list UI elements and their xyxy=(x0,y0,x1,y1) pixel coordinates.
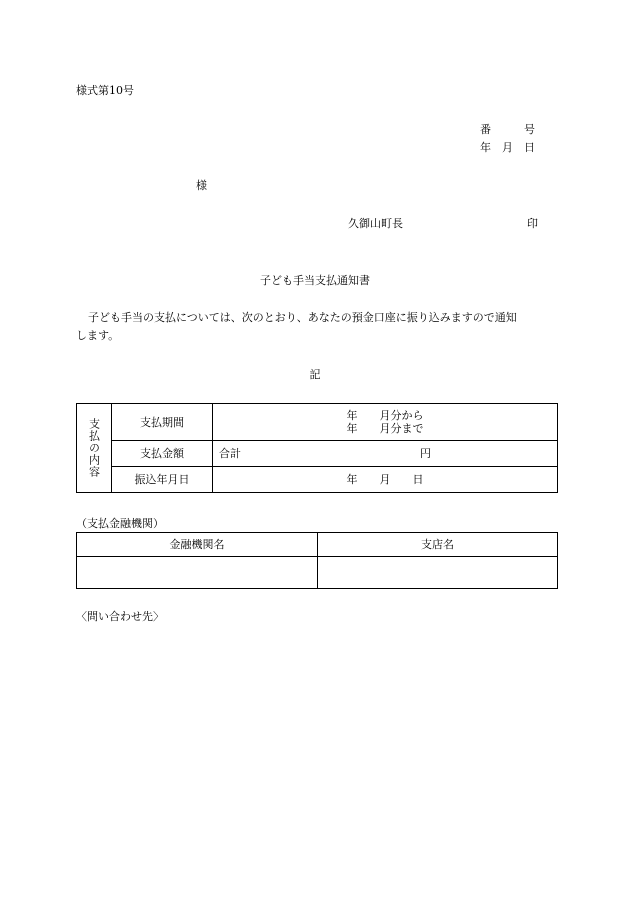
bank-section-heading: （支払金融機関） xyxy=(76,517,164,530)
record-mark: 記 xyxy=(309,368,321,381)
issuer-name: 久御山町長 xyxy=(348,217,403,230)
inquiry-heading: 〈問い合わせ先〉 xyxy=(76,610,164,623)
amount-unit: 円 xyxy=(420,447,431,460)
bank-name-cell[interactable] xyxy=(77,557,318,589)
payment-table xyxy=(76,403,558,493)
amount-value-cell xyxy=(213,441,558,467)
document-title: 子ども手当支払通知書 xyxy=(260,274,370,287)
branch-name-header: 支店名 xyxy=(318,533,558,557)
form-number: 様式第10号 xyxy=(76,84,134,97)
branch-name-cell[interactable] xyxy=(318,557,558,589)
payment-content-label: 支払の内容 xyxy=(87,418,101,478)
body-text-line1: 子ども手当の支払については、次のとおり、あなたの預金口座に振り込みますので通知 xyxy=(88,311,517,324)
transfer-date-value: 年 月 日 xyxy=(213,467,558,493)
amount-label: 支払金額 xyxy=(112,441,213,467)
period-to: 年 月分まで xyxy=(346,422,424,435)
bank-name-header: 金融機関名 xyxy=(77,533,318,557)
period-value-cell xyxy=(213,404,558,441)
period-from: 年 月分から xyxy=(346,409,424,422)
amount-total-label: 合計 xyxy=(219,447,241,460)
period-label: 支払期間 xyxy=(112,404,213,441)
date-label: 年 月 日 xyxy=(480,141,535,154)
transfer-date-label: 振込年月日 xyxy=(112,467,213,493)
body-text-line2: します。 xyxy=(76,329,120,342)
addressee-suffix: 様 xyxy=(196,179,207,192)
seal-mark: 印 xyxy=(527,217,538,230)
number-label: 番 号 xyxy=(480,123,535,136)
bank-table xyxy=(76,532,558,589)
payment-content-label-cell xyxy=(77,404,112,493)
